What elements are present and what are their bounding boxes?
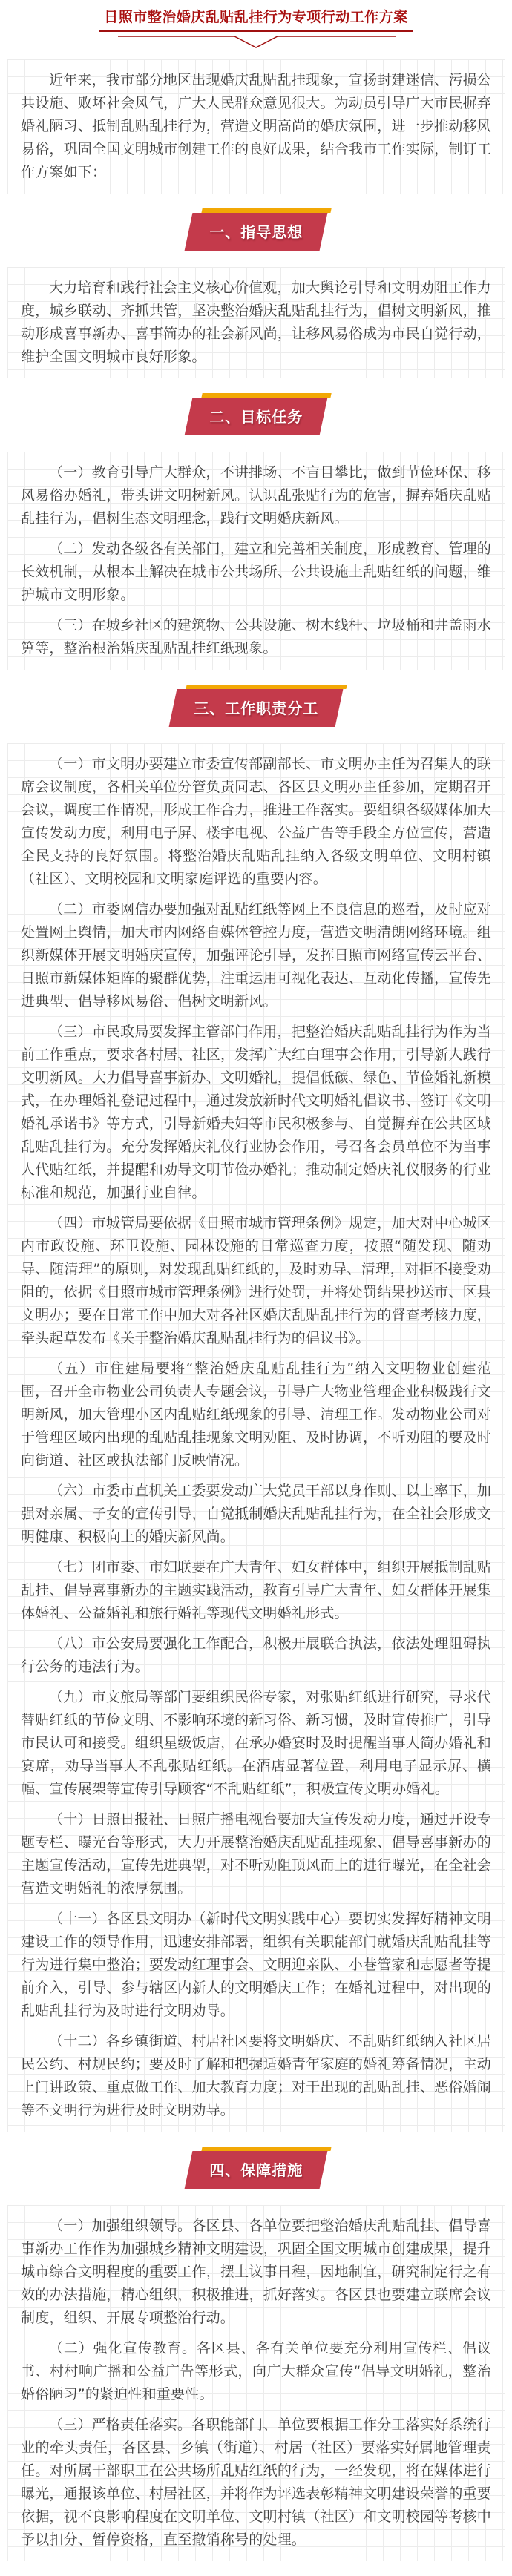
paragraph: （九）市文旅局等部门要组织民俗专家，对张贴红纸进行研究，寻求代替贴红纸的节俭文明、不影响环境的新习俗、新习惯，及时宣传推广，引导市民认可和接受。组织星级饭店，在承办婚宴时及时提醒当事人简办婚礼和宴席，劝导当事人不乱张贴红纸。在酒店显著位置，利用电子显示屏、横幅、宣传展架等宣传引导顾客“不乱贴红纸”，积极宣传文明办婚礼。: [21, 1689, 491, 1797]
title-underline-decoration: [96, 28, 416, 49]
section-4-banner: [185, 2151, 328, 2189]
paragraph: （三）在城乡社区的建筑物、公共设施、树木线杆、垃圾桶和井盖雨水箅等，整治根治婚庆乱贴乱挂红纸现象。: [21, 617, 491, 656]
paragraph: （二）发动各级各有关部门，建立和完善相关制度，形成教育、管理的长效机制，从根本上解决在城市公共场所、公共设施上乱贴红纸的问题，维护城市文明形象。: [21, 541, 491, 603]
section-3-title: 三、工作职责分工: [194, 699, 319, 717]
section-1-banner: [185, 213, 328, 251]
section-1-body: [7, 267, 505, 378]
paragraph: （四）市城管局要依据《日照市城市管理条例》规定，加大对中心城区内市政设施、环卫设施、园林设施的日常巡查力度，按照“随发现、随劝导、随清理”的原则，对发现乱贴红纸的，及时劝导、清理，对拒不接受劝阻的，依据《日照市城市管理条例》进行处罚，并将处罚结果抄送市、区县文明办；要在日常工作中加大对各社区婚庆乱贴乱挂行为的督查考核力度，牵头起草发布《关于整治婚庆乱贴乱挂行为的倡议书》。: [21, 1215, 491, 1346]
paragraph: （三）市民政局要发挥主管部门作用，把整治婚庆乱贴乱挂行为作为当前工作重点，要求各村居、社区，发挥广大红白理事会作用，引导新人践行文明新风。大力倡导喜事新办、文明婚礼，提倡低碳、绿色、节俭婚礼新模式，在办理婚礼登记过程中，通过发放新时代文明婚礼倡议书、签订《文明婚礼承诺书》等方式，引导新婚夫妇等市民积极参与、自觉摒弃在公共区域乱贴乱挂行为。充分发挥婚庆礼仪行业协会作用，号召各会员单位不为当事人代贴红纸，并提醒和劝导文明节俭办婚礼；推动制定婚庆礼仪服务的行业标准和规范，加强行业自律。: [21, 1024, 491, 1201]
section-1-title: 一、指导思想: [209, 223, 303, 241]
section-1-banner-row: [0, 208, 512, 251]
paragraph: （十二）各乡镇街道、村居社区要将文明婚庆、不乱贴红纸纳入社区居民公约、村规民约；要及时了解和把握适婚青年家庭的婚礼筹备情况，主动上门讲政策、重点做工作、加大教育力度；对于出现的乱贴乱挂、恶俗婚闹等不文明行为进行及时文明劝导。: [21, 2033, 491, 2118]
paragraph: （五）市住建局要将“整治婚庆乱贴乱挂行为”纳入文明物业创建范围，召开全市物业公司负责人专题会议，引导广大物业管理企业积极践行文明新风，加大管理小区内乱贴红纸现象的引导、清理工作。发动物业公司对于管理区域内出现的乱贴乱挂现象文明劝阻、及时协调，不听劝阻的要及时向街道、社区或执法部门反映情况。: [21, 1360, 491, 1469]
paragraph: （六）市委市直机关工委要发动广大党员干部以身作则、以上率下，加强对亲属、子女的宣传引导，自觉抵制婚庆乱贴乱挂行为，在全社会形成文明健康、积极向上的婚庆新风尚。: [21, 1483, 491, 1545]
paragraph: （十）日照日报社、日照广播电视台要加大宣传发动力度，通过开设专题专栏、曝光台等形式，大力开展整治婚庆乱贴乱挂现象、倡导喜事新办的主题宣传活动，宣传先进典型，对不听劝阻顶风而上的进行曝光，在全社会营造文明婚礼的浓厚氛围。: [21, 1811, 491, 1897]
paragraph: （二）强化宣传教育。各区县、各有关单位要充分利用宣传栏、倡议书、村村响广播和公益广告等形式，向广大群众宣传“倡导文明婚礼，整治婚俗陋习”的紧迫性和重要性。: [21, 2340, 491, 2402]
paragraph: （七）团市委、市妇联要在广大青年、妇女群体中，组织开展抵制乱贴乱挂、倡导喜事新办的主题实践活动，教育引导广大青年、妇女群体开展集体婚礼、公益婚礼和旅行婚礼等现代文明婚礼形式。: [21, 1559, 491, 1621]
section-2-banner-row: [0, 393, 512, 435]
paragraph: 大力培育和践行社会主义核心价值观，加大舆论引导和文明劝阻工作力度，城乡联动、齐抓共管，坚决整治婚庆乱贴乱挂行为，倡树文明新风，推动形成喜事新办、喜事简办的社会新风尚，让移风易俗成为市民自觉行动，维护全国文明城市良好形象。: [21, 280, 491, 365]
section-3-banner: [169, 689, 344, 727]
paragraph: （八）市公安局要强化工作配合，积极开展联合执法，依法处理阻碍执行公务的违法行为。: [21, 1635, 491, 1675]
section-2-title: 二、目标任务: [209, 408, 303, 426]
section-2-banner: [185, 398, 328, 435]
paragraph: （一）加强组织领导。各区县、各单位要把整治婚庆乱贴乱挂、倡导喜事新办工作作为加强城乡精神文明建设，巩固全国文明城市创建成果，提升城市综合文明程度的重要工作，摆上议事日程，因地制宜，研究制定行之有效的办法措施，精心组织，积极推进，抓好落实。各区县也要建立联席会议制度，组织、开展专项整治行动。: [21, 2218, 491, 2326]
paragraph: （三）严格责任落实。各职能部门、单位要根据工作分工落实好系统行业的牵头责任，各区县、乡镇（街道）、村居（社区）要落实好属地管理责任。对所属干部职工在公共场所乱贴红纸的行为，一经发现，将在媒体进行曝光，通报该单位、村居社区，并将作为评选表彰精神文明建设荣誉的重要依据，视不良影响程度在文明单位、文明村镇（社区）和文明校园等考核中予以扣分、暂停资格，直至撤销称号的处理。: [21, 2417, 491, 2548]
section-4-title: 四、保障措施: [209, 2161, 303, 2179]
section-4-banner-row: [0, 2147, 512, 2189]
paragraph: （十一）各区县文明办（新时代文明实践中心）要切实发挥好精神文明建设工作的领导作用，迅速安排部署，组织有关职能部门就婚庆乱贴乱挂等行为进行集中整治；要发动红理事会、文明迎亲队、小巷管家和志愿者等提前介入，引导、参与辖区内新人的文明婚庆工作；在婚礼过程中，对出现的乱贴乱挂行为及时进行文明劝导。: [21, 1911, 491, 2019]
intro-paragraph: 近年来，我市部分地区出现婚庆乱贴乱挂现象，宣扬封建迷信、污损公共设施、败坏社会风气，广大人民群众意见很大。为动员引导广大市民摒弃婚礼陋习、抵制乱贴乱挂行为，营造文明高尚的婚庆氛围，进一步推动移风易俗，巩固全国文明城市创建工作的良好成果，结合我市工作实际，制订工作方案如下：: [21, 72, 491, 180]
section-4-body: [7, 2205, 505, 2561]
section-3-body: [7, 743, 505, 2132]
page-title: 日照市整治婚庆乱贴乱挂行为专项行动工作方案: [104, 9, 408, 25]
title-section: [0, 0, 512, 49]
section-3-banner-row: [0, 685, 512, 727]
paragraph: （二）市委网信办要加强对乱贴红纸等网上不良信息的巡看，及时应对处置网上舆情，加大市内网络自媒体管控力度，营造文明清朗网络环境。组织新媒体开展文明婚庆宣传，加强评论引导，发挥日照市网络宣传云平台、日照市新媒体矩阵的聚群优势，注重运用可视化表达、互动化传播，宣传先进典型、倡导移风易俗、倡树文明新风。: [21, 901, 491, 1009]
paragraph: （一）市文明办要建立市委宣传部副部长、市文明办主任为召集人的联席会议制度，各相关单位分管负责同志、各区县文明办主任参加，定期召开会议，调度工作情况，形成工作合力，推进工作落实。要组织各级媒体加大宣传发动力度，利用电子屏、楼宇电视、公益广告等手段全方位宣传，营造全民支持的良好氛围。将整治婚庆乱贴乱挂纳入各级文明单位、文明村镇（社区）、文明校园和文明家庭评选的重要内容。: [21, 756, 491, 887]
intro-block: [7, 59, 505, 194]
paragraph: （一）教育引导广大群众，不讲排场、不盲目攀比，做到节俭环保、移风易俗办婚礼，带头讲文明树新风。认识乱张贴行为的危害，摒弃婚庆乱贴乱挂行为，倡树生态文明理念，践行文明婚庆新风。: [21, 464, 491, 527]
section-2-body: [7, 452, 505, 670]
